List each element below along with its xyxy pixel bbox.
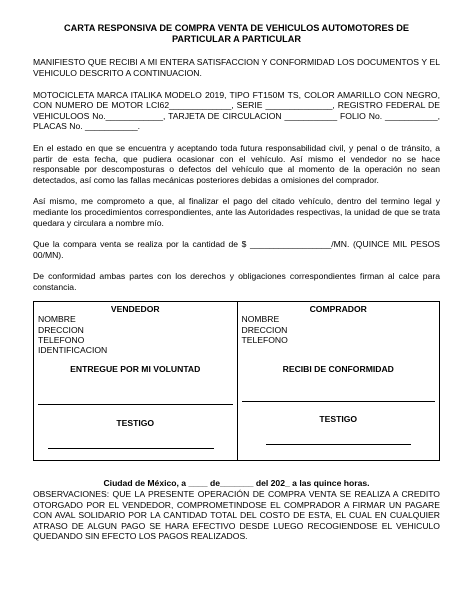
seller-name-label: NOMBRE bbox=[38, 314, 76, 325]
responsibility-paragraph: En el estado en que se encuentra y aceptando toda futura responsabilidad civil, y penal o de tránsito, a partir de esta fecha, que pudiera ocasionar con el vehículo. Así mismo el vendedor no se hace responsable por descomposturas o defectos del vehículo que al momento de la operación no sean detectados, así como las fallas mecánicas posteriores debidas a omisiones del comprador. bbox=[33, 142, 440, 185]
seller-address-label: DRECCION bbox=[38, 324, 84, 335]
buyer-column bbox=[237, 302, 440, 460]
buyer-phone-label: TELEFONO bbox=[241, 334, 288, 345]
signature-table bbox=[33, 301, 440, 461]
buyer-signature-line bbox=[242, 401, 436, 402]
buyer-witness-signature-line bbox=[266, 444, 412, 445]
commitment-paragraph: Así mismo, me comprometo a que, al finalizar el pago del citado vehículo, dentro del termino legal y mediante los procedimientos correspondientes, ante las Autoridades respectivas, la unidad de que se trata quedara y circulara a nombre mío. bbox=[33, 196, 440, 228]
seller-id-label: IDENTIFICACION bbox=[38, 345, 108, 356]
buyer-header: COMPRADOR bbox=[309, 303, 367, 314]
observations-paragraph: OBSERVACIONES: QUE LA PRESENTE OPERACIÓN DE COMPRA VENTA SE REALIZA A CREDITO OTORGADO POR EL VENDEDOR, COMPROMETINDOSE EL COMPRADOR A FIRMAR UN PAGARE CON AVAL SOLIDARIO POR LA CANTIDAD TOTAL DEL COSTO DE ESTA, EL CUAL EN CUALQUIER ATRASO DE ALGUN PAGO SE HARA EFECTIVO DESDE LUEGO RECOGIENDOSE EL VEHICULO QUEDANDO SIN EFECTO LOS PAGOS REALIZADOS. bbox=[33, 489, 440, 542]
buyer-receipt-statement: RECIBI DE CONFORMIDAD bbox=[282, 363, 394, 374]
seller-witness-label: TESTIGO bbox=[116, 417, 155, 428]
seller-witness-signature-line bbox=[48, 448, 214, 449]
price-paragraph: Que la compara venta se realiza por la cantidad de $ _________________/MN. (QUINCE MIL PESOS 00/MN). bbox=[33, 239, 440, 260]
manifiesto-paragraph: MANIFIESTO QUE RECIBI A MI ENTERA SATISFACCION Y CONFORMIDAD LOS DOCUMENTOS Y EL VEHICULO DESCRITO A CONTINUACION. bbox=[33, 57, 440, 78]
seller-header: VENDEDOR bbox=[110, 303, 160, 314]
vehicle-description-paragraph: MOTOCICLETA MARCA ITALIKA MODELO 2019, TIPO FT150M TS, COLOR AMARILLO CON NEGRO, CON NUMERO DE MOTOR LCI62_____________, SERIE ______________, REGISTRO FEDERAL DE VEHICULOOS No.____________, TARJETA DE CIRCULACION ___________ FOLIO No. ___________, PLACAS No. ___________. bbox=[33, 89, 440, 132]
document-title bbox=[33, 23, 440, 45]
place-date-line: Ciudad de México, a ____ de_______ del 202_ a las quince horas. bbox=[103, 477, 370, 488]
title-line-1: CARTA RESPONSIVA DE COMPRA VENTA DE VEHICULOS AUTOMOTORES DE bbox=[63, 23, 410, 33]
buyer-name-label: NOMBRE bbox=[241, 314, 280, 325]
buyer-address-label: DRECCION bbox=[241, 324, 288, 335]
seller-delivery-statement: ENTREGUE POR MI VOLUNTAD bbox=[70, 363, 201, 374]
agreement-paragraph: De conformidad ambas partes con los derechos y obligaciones correspondientes firman al calce para constancia. bbox=[33, 271, 440, 292]
seller-phone-label: TELEFONO bbox=[38, 334, 85, 345]
seller-signature-line bbox=[38, 404, 233, 405]
title-line-2: PARTICULAR A PARTICULAR bbox=[171, 34, 302, 45]
seller-column bbox=[34, 302, 237, 460]
buyer-witness-label: TESTIGO bbox=[319, 413, 358, 424]
